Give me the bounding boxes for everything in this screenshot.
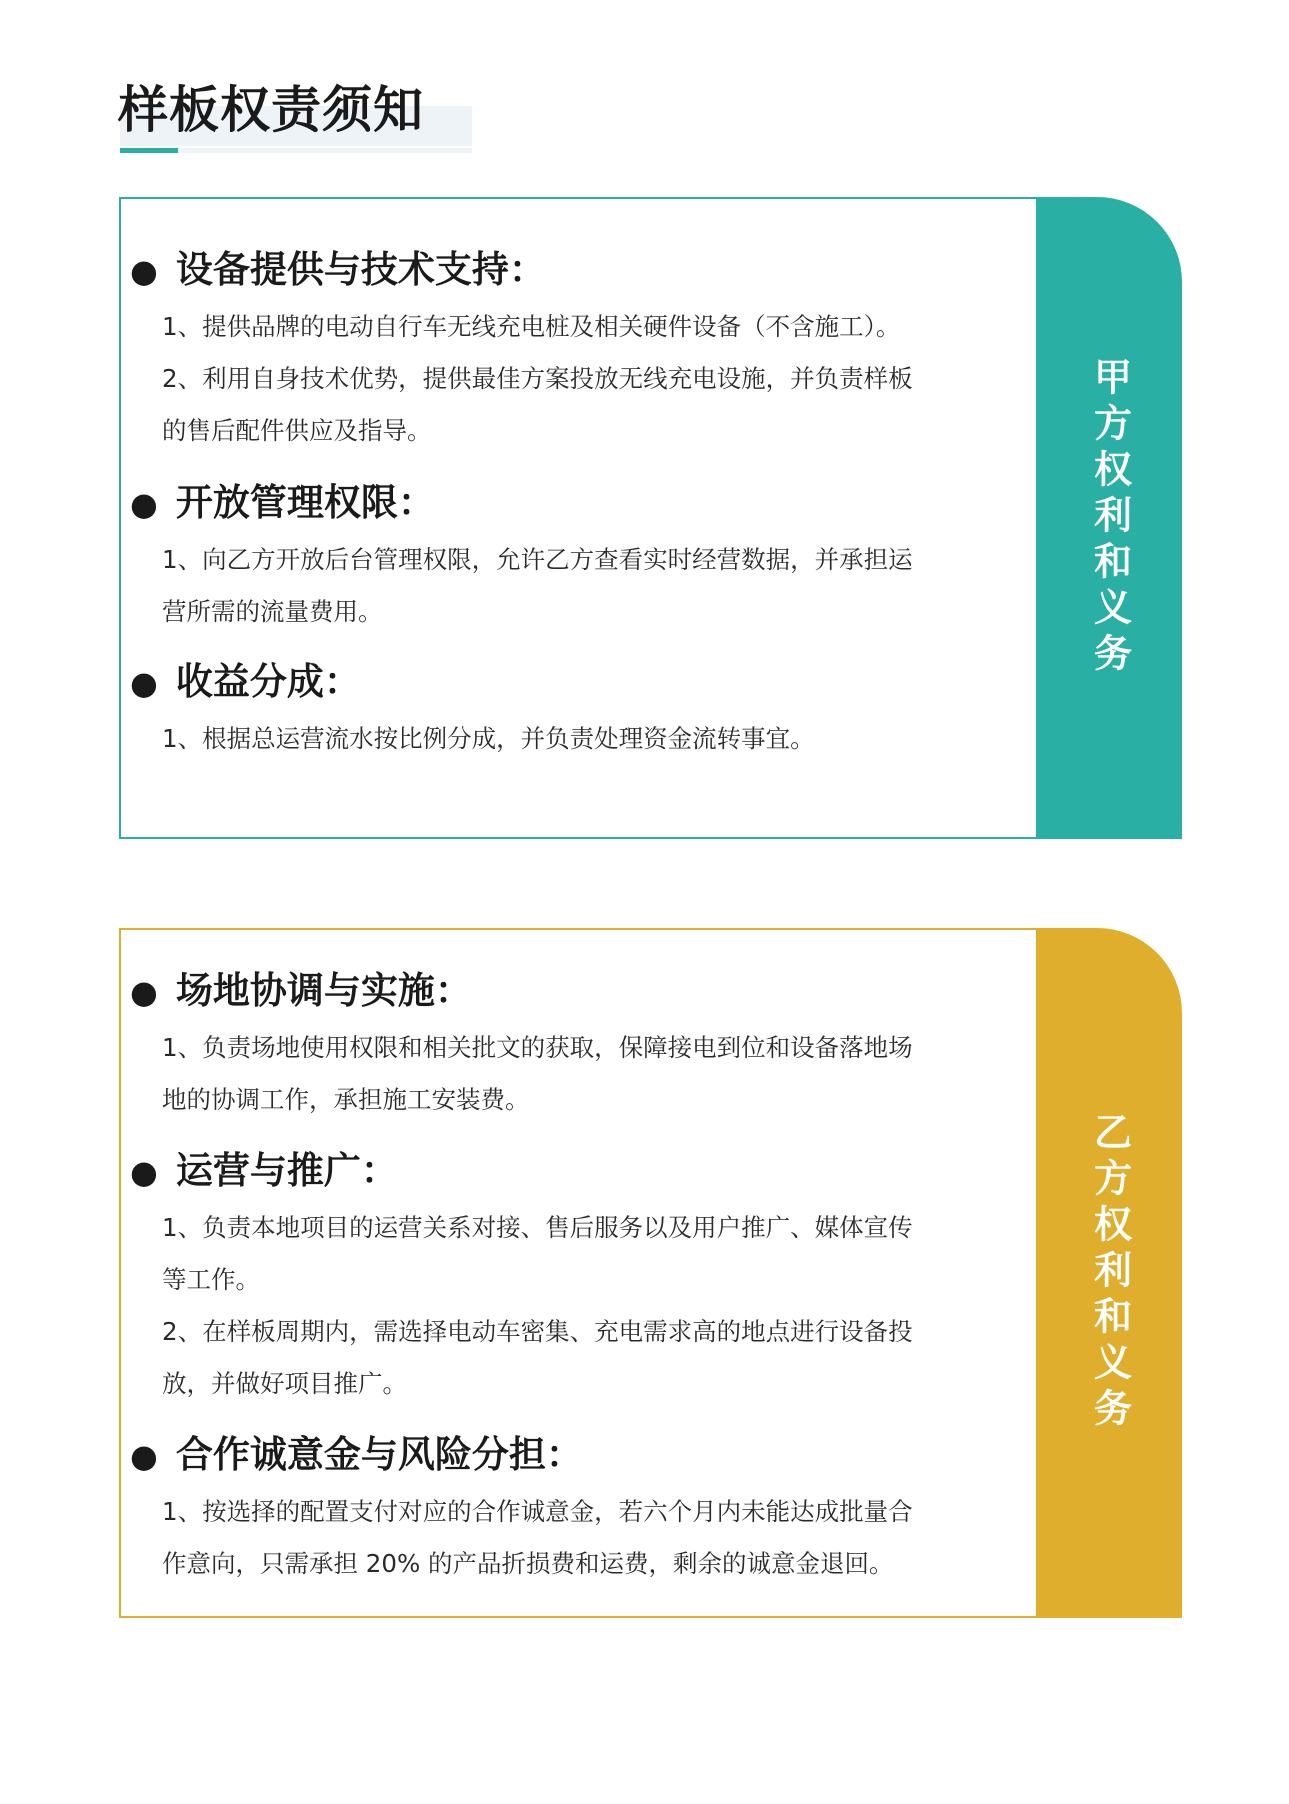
section-heading-text: 设备提供与技术支持： [175, 248, 546, 291]
party-b-tab-label: 乙方权利和义务 [1087, 1112, 1132, 1434]
para-line: 作意向，只需承担 20% 的产品折损费和运费，剩余的诚意金退回。 [162, 1549, 894, 1578]
para-line: 1、根据总运营流水按比例分成，并负责处理资金流转事宜。 [162, 724, 815, 753]
section-heading-text: 运营与推广： [175, 1149, 398, 1192]
party-b-para-operations [162, 1202, 1022, 1410]
party-b-heading-operations [130, 1149, 398, 1194]
para-line: 1、按选择的配置支付对应的合作诚意金，若六个月内未能达成批量合 [162, 1497, 913, 1526]
para-line: 1、向乙方开放后台管理权限，允许乙方查看实时经营数据，并承担运 [162, 545, 913, 574]
bullet-icon: ● [130, 252, 158, 290]
para-line: 1、提供品牌的电动自行车无线充电桩及相关硬件设备（不含施工）。 [162, 312, 901, 341]
section-heading-text: 合作诚意金与风险分担： [175, 1433, 583, 1476]
para-line: 2、利用自身技术优势，提供最佳方案投放无线充电设施，并负责样板 [162, 364, 913, 393]
section-heading-text: 场地协调与实施： [175, 969, 472, 1012]
bullet-icon: ● [130, 973, 158, 1011]
para-line: 放，并做好项目推广。 [162, 1369, 407, 1398]
party-b-heading-deposit [130, 1433, 583, 1478]
para-line: 地的协调工作，承担施工安装费。 [162, 1085, 530, 1114]
para-line: 1、负责场地使用权限和相关批文的获取，保障接电到位和设备落地场 [162, 1033, 913, 1062]
section-heading-text: 开放管理权限： [175, 481, 435, 524]
para-line: 等工作。 [162, 1265, 260, 1294]
section-heading-text: 收益分成： [175, 660, 361, 703]
para-line: 1、负责本地项目的运营关系对接、售后服务以及用户推广、媒体宣传 [162, 1213, 913, 1242]
party-a-heading-equipment [130, 248, 546, 293]
party-a-para-equipment [162, 301, 1022, 457]
bullet-icon: ● [130, 485, 158, 523]
para-line: 的售后配件供应及指导。 [162, 416, 432, 445]
bullet-icon: ● [130, 1437, 158, 1475]
party-a-tab-label: 甲方权利和义务 [1087, 357, 1132, 679]
para-line: 2、在样板周期内，需选择电动车密集、充电需求高的地点进行设备投 [162, 1317, 913, 1346]
para-line: 营所需的流量费用。 [162, 597, 383, 626]
party-b-tab [1038, 928, 1182, 1618]
party-a-heading-revenue [130, 660, 361, 705]
party-b-para-deposit [162, 1486, 1022, 1590]
party-a-tab [1038, 197, 1182, 839]
party-a-para-revenue [162, 713, 1022, 765]
party-a-para-permissions [162, 534, 1022, 638]
party-b-heading-site [130, 969, 472, 1014]
party-a-heading-permissions [130, 481, 435, 526]
title-underline-accent [120, 148, 178, 153]
bullet-icon: ● [130, 664, 158, 702]
bullet-icon: ● [130, 1153, 158, 1191]
page-title: 样板权责须知 [118, 81, 424, 139]
party-b-para-site [162, 1022, 1022, 1126]
